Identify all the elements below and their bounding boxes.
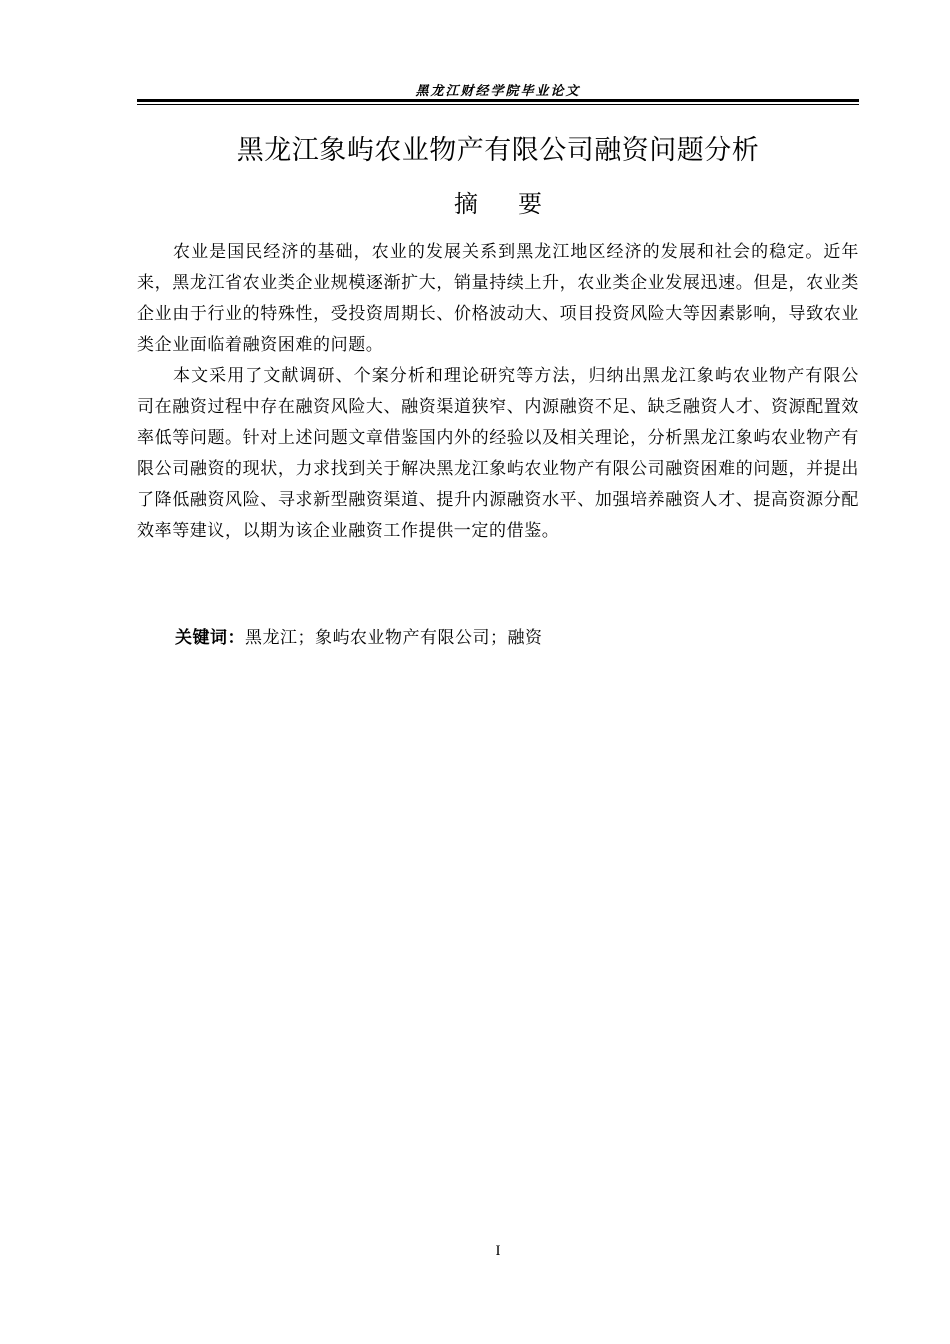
abstract-body	[137, 237, 859, 547]
abstract-paragraph-1: 农业是国民经济的基础，农业的发展关系到黑龙江地区经济的发展和社会的稳定。近年来，黑龙江省农业类企业规模逐渐扩大，销量持续上升，农业类企业发展迅速。但是，农业类企业由于行业的特殊性，受投资周期长、价格波动大、项目投资风险大等因素影响，导致农业类企业面临着融资困难的问题。	[137, 242, 859, 355]
document-title: 黑龙江象屿农业物产有限公司融资问题分析	[236, 135, 760, 166]
header-rule-thick	[137, 99, 859, 102]
running-header: 黑龙江财经学院毕业论文	[415, 84, 581, 99]
keywords-line	[175, 624, 543, 652]
header-rule-thin	[137, 104, 859, 105]
abstract-paragraph-2: 本文采用了文献调研、个案分析和理论研究等方法，归纳出黑龙江象屿农业物产有限公司在融资过程中存在融资风险大、融资渠道狭窄、内源融资不足、缺乏融资人才、资源配置效率低等问题。针对上述问题文章借鉴国内外的经验以及相关理论，分析黑龙江象屿农业物产有限公司融资的现状，力求找到关于解决黑龙江象屿农业物产有限公司融资困难的问题，并提出了降低融资风险、寻求新型融资渠道、提升内源融资水平、加强培养融资人才、提高资源分配效率等建议，以期为该企业融资工作提供一定的借鉴。	[137, 366, 859, 541]
keywords-label: 关键词：	[175, 628, 245, 648]
keywords-text: 黑龙江；象屿农业物产有限公司；融资	[245, 628, 543, 648]
abstract-heading: 摘要	[454, 190, 582, 218]
page-number: I	[495, 1243, 501, 1259]
